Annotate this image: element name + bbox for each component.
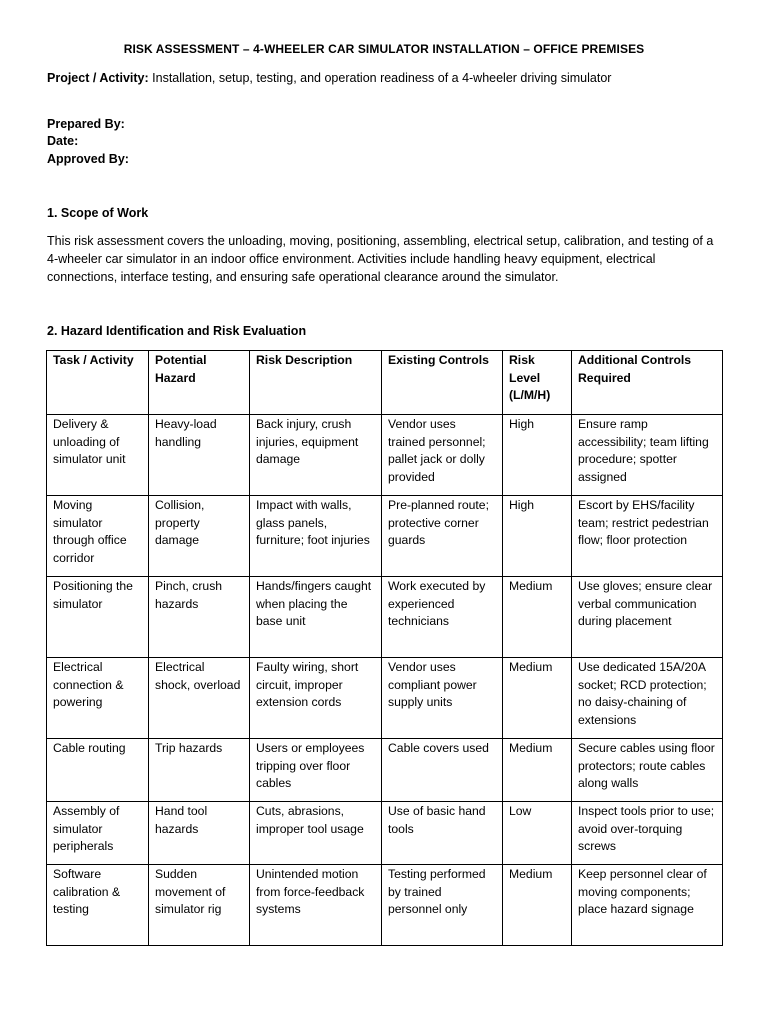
controls-cell: Use of basic hand tools xyxy=(382,802,503,865)
risk-level-cell: High xyxy=(503,415,572,496)
scope-paragraph: This risk assessment covers the unloading, moving, positioning, assembling, electrical setup, calibration, and testing of a 4-wheeler car simulator in an indoor office environment. Activities include handling heavy equipment, electrical connections, interface testing, and ensuring safe operational clearance around the simulator. xyxy=(47,234,714,284)
additional-controls-cell: Use dedicated 15A/20A socket; RCD protection; no daisy-chaining of extensions xyxy=(572,658,723,739)
prepared-by-label: Prepared By: xyxy=(47,117,125,131)
controls-cell: Testing performed by trained personnel only xyxy=(382,865,503,946)
description-cell: Users or employees tripping over floor cables xyxy=(250,739,382,802)
risk-level-cell: High xyxy=(503,496,572,577)
risk-level-cell: Medium xyxy=(503,658,572,739)
approved-by-label: Approved By: xyxy=(47,152,129,166)
additional-controls-cell: Use gloves; ensure clear verbal communication during placement xyxy=(572,577,723,658)
description-cell: Hands/fingers caught when placing the base unit xyxy=(250,577,382,658)
task-cell: Positioning the simulator xyxy=(47,577,149,658)
hazard-table xyxy=(46,350,723,946)
description-cell: Impact with walls, glass panels, furniture; foot injuries xyxy=(250,496,382,577)
hazard-cell: Pinch, crush hazards xyxy=(149,577,250,658)
table-row xyxy=(47,865,723,946)
table-row xyxy=(47,802,723,865)
controls-cell: Work executed by experienced technicians xyxy=(382,577,503,658)
table-row xyxy=(47,658,723,739)
table-row xyxy=(47,415,723,496)
controls-cell: Vendor uses trained personnel; pallet jack or dolly provided xyxy=(382,415,503,496)
risk-level-cell: Medium xyxy=(503,577,572,658)
task-cell: Delivery & unloading of simulator unit xyxy=(47,415,149,496)
risk-level-cell: Low xyxy=(503,802,572,865)
controls-cell: Pre-planned route; protective corner guards xyxy=(382,496,503,577)
additional-controls-cell: Secure cables using floor protectors; route cables along walls xyxy=(572,739,723,802)
hazard-cell: Hand tool hazards xyxy=(149,802,250,865)
additional-controls-cell: Keep personnel clear of moving components; place hazard signage xyxy=(572,865,723,946)
description-cell: Back injury, crush injuries, equipment damage xyxy=(250,415,382,496)
task-cell: Software calibration & testing xyxy=(47,865,149,946)
task-cell: Assembly of simulator peripherals xyxy=(47,802,149,865)
column-header: Task / Activity xyxy=(47,351,149,415)
document-title: RISK ASSESSMENT – 4-WHEELER CAR SIMULATOR INSTALLATION – OFFICE PREMISES xyxy=(123,42,645,56)
controls-cell: Vendor uses compliant power supply units xyxy=(382,658,503,739)
description-cell: Cuts, abrasions, improper tool usage xyxy=(250,802,382,865)
column-header: Risk Description xyxy=(250,351,382,415)
column-header: Potential Hazard xyxy=(149,351,250,415)
hazard-cell: Electrical shock, overload xyxy=(149,658,250,739)
additional-controls-cell: Inspect tools prior to use; avoid over-torquing screws xyxy=(572,802,723,865)
table-row xyxy=(47,496,723,577)
hazard-cell: Heavy-load handling xyxy=(149,415,250,496)
project-label: Project / Activity: xyxy=(47,71,149,85)
table-header-row xyxy=(47,351,723,415)
hazard-cell: Trip hazards xyxy=(149,739,250,802)
hazard-cell: Sudden movement of simulator rig xyxy=(149,865,250,946)
additional-controls-cell: Ensure ramp accessibility; team lifting procedure; spotter assigned xyxy=(572,415,723,496)
description-cell: Faulty wiring, short circuit, improper extension cords xyxy=(250,658,382,739)
task-cell: Cable routing xyxy=(47,739,149,802)
table-row xyxy=(47,577,723,658)
column-header: Risk Level (L/M/H) xyxy=(503,351,572,415)
project-value: Installation, setup, testing, and operation readiness of a 4-wheeler driving simulator xyxy=(152,71,612,85)
additional-controls-cell: Escort by EHS/facility team; restrict pedestrian flow; floor protection xyxy=(572,496,723,577)
table-row xyxy=(47,739,723,802)
risk-level-cell: Medium xyxy=(503,865,572,946)
task-cell: Electrical connection & powering xyxy=(47,658,149,739)
description-cell: Unintended motion from force-feedback systems xyxy=(250,865,382,946)
controls-cell: Cable covers used xyxy=(382,739,503,802)
task-cell: Moving simulator through office corridor xyxy=(47,496,149,577)
risk-level-cell: Medium xyxy=(503,739,572,802)
hazard-cell: Collision, property damage xyxy=(149,496,250,577)
scope-heading: 1. Scope of Work xyxy=(47,206,149,220)
date-label: Date: xyxy=(47,134,79,148)
column-header: Additional Controls Required xyxy=(572,351,723,415)
project-line xyxy=(47,71,611,85)
hazard-section-heading: 2. Hazard Identification and Risk Evaluation xyxy=(47,324,307,338)
column-header: Existing Controls xyxy=(382,351,503,415)
